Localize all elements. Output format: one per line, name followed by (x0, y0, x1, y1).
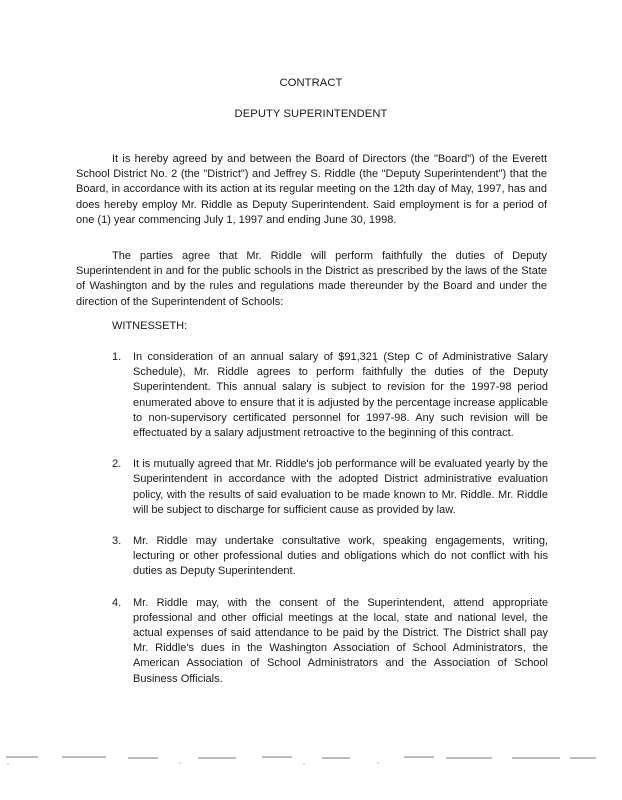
salary-term (112, 350, 548, 441)
item-number: 3. (112, 535, 122, 548)
document-subtitle: DEPUTY SUPERINTENDENT (234, 108, 388, 120)
item-number: 1. (112, 351, 122, 363)
item-number: 2. (112, 458, 122, 471)
witnesseth-heading: WITNESSETH: (112, 320, 188, 332)
item-text: It is mutually agreed that Mr. Riddle's job performance will be evaluated yearly by the Superintendent in accordance with the adopted District administrative evaluation policy, with the results of said evaluation to be made known to Mr. Riddle. Mr. Riddle will be subject to discharge for sufficient cause as provided by law. (133, 458, 548, 516)
agreement-paragraph: It is hereby agreed by and between the Board of Directors (the "Board") of the Everett School District No. 2 (the "District") and Jeffrey S. Riddle (the "Deputy Superintendent") that the Board, in accordance with its action at its regular meeting on the 12th day of May, 1997, has and does hereby employ Mr. Riddle as Deputy Superintendent. Said employment is for a period of one (1) year commencing July 1, 1997 and ending June 30, 1998. (76, 153, 547, 226)
item-text: In consideration of an annual salary of $91,321 (Step C of Administrative Salary Schedule), Mr. Riddle agrees to perform faithfully the duties of the Deputy Superintendent. This annual salary is subject to revision for the 1997-98 period enumerated above to ensure that it is adjusted by the percentage increase applicable to non-supervisory certificated personnel for 1997-98. Any such revision will be effectuated by a salary adjustment retroactive to the beginning of this contract. (133, 351, 548, 440)
scan-artifact-marks (0, 755, 622, 767)
duties-paragraph: The parties agree that Mr. Riddle will perform faithfully the duties of Deputy Superintendent in and for the public schools in the District as prescribed by the laws of the State of Washington and by the rules and regulations made thereunder by the Board and under the direction of the Superintendent of Schools: (76, 250, 547, 308)
item-text: Mr. Riddle may undertake consultative work, speaking engagements, writing, lecturing or other professional duties and obligations which do not conflict with his duties as Deputy Superintendent. (133, 535, 548, 578)
meetings-dues-term (112, 596, 548, 687)
item-number: 4. (112, 596, 122, 609)
consultative-work-term (112, 534, 548, 580)
contract-terms-list (112, 350, 548, 687)
item-text: Mr. Riddle may, with the consent of the Superintendent, attend appropriate professional and other official meetings at the local, state and national level, the actual expenses of said attendance to be paid by the District. The District shall pay Mr. Riddle's dues in the Washington Association of School Administrators, the American Association of School Administrators and the Association of School Business Officials. (133, 596, 548, 685)
evaluation-term (112, 457, 548, 518)
document-title: CONTRACT (279, 77, 343, 89)
